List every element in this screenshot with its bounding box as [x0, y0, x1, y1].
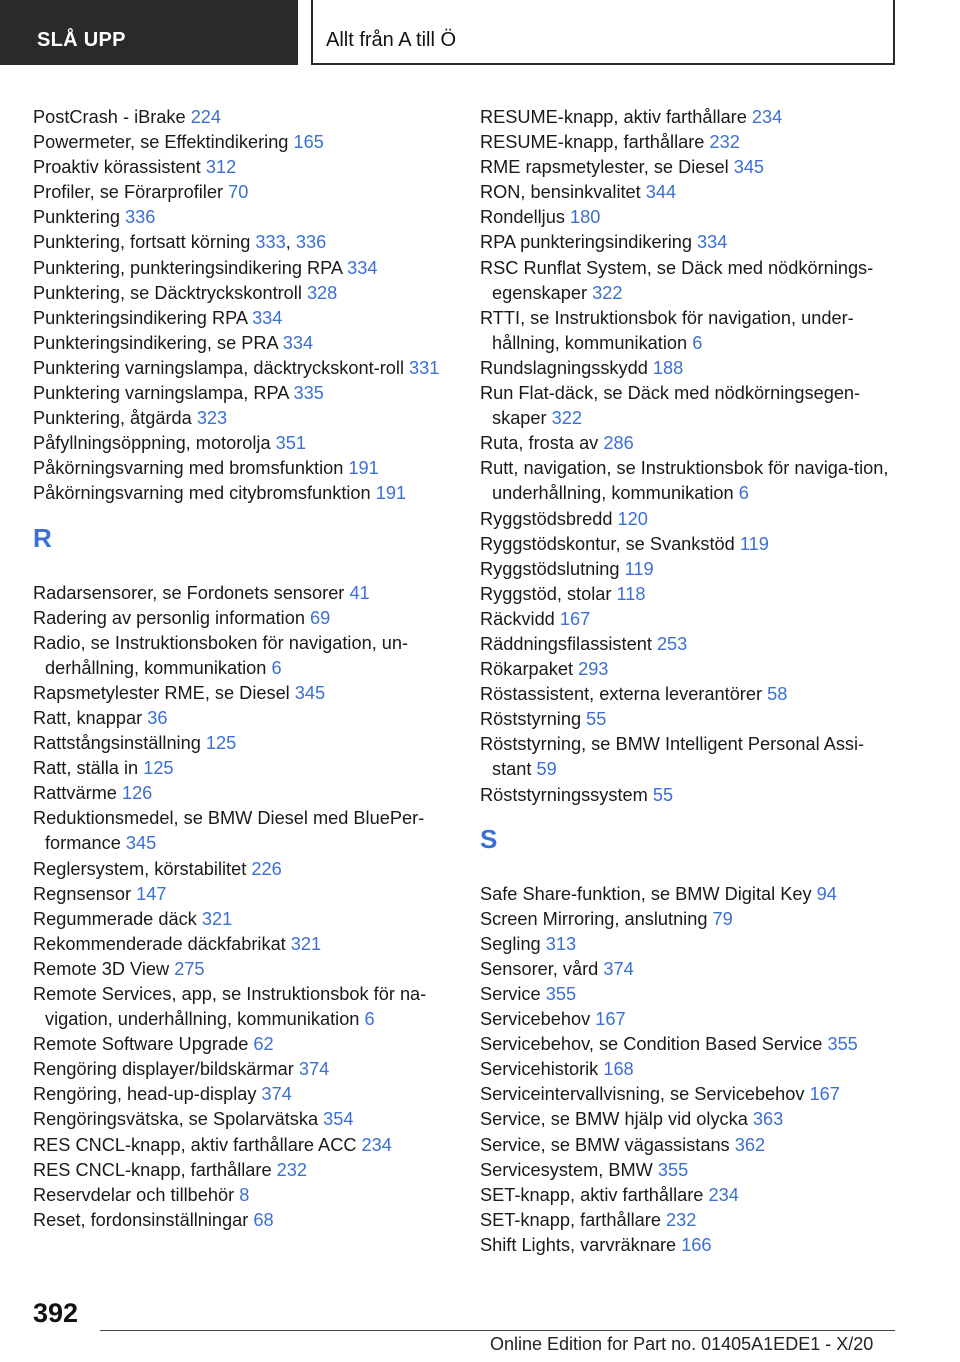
index-entry [480, 1107, 900, 1132]
index-term: Remote 3D View [33, 958, 170, 979]
page-ref-link[interactable]: 58 [767, 684, 788, 705]
index-term: Ryggstödsbredd [480, 508, 613, 529]
index-entry [480, 256, 900, 306]
index-entry [480, 456, 900, 506]
index-entry [33, 105, 453, 130]
index-term: Service, se BMW vägassistans [480, 1134, 730, 1155]
index-term: Servicebehov, se Condition Based Service [480, 1034, 823, 1055]
index-entry [480, 682, 900, 707]
index-term: Ratt, knappar [33, 707, 143, 728]
index-entry [33, 155, 453, 180]
index-term: Service [480, 984, 541, 1004]
index-entry [480, 230, 900, 255]
page-ref-link[interactable]: 374 [298, 1059, 330, 1080]
page-ref-link[interactable]: 321 [290, 933, 322, 954]
index-term: Punktering varningslampa, RPA [33, 383, 289, 404]
index-entry [480, 707, 900, 732]
page-ref-link[interactable]: 334 [252, 307, 283, 328]
index-term: Reset, fordonsinställningar [33, 1209, 249, 1230]
index-entry [480, 957, 900, 982]
index-entry [33, 1032, 453, 1057]
index-entry [33, 581, 453, 606]
page-ref-link[interactable]: 344 [645, 182, 677, 203]
index-term: Reservdelar och tillbehör [33, 1184, 235, 1205]
page-ref-link[interactable]: 191 [348, 458, 379, 479]
page-ref-link[interactable]: 333 [255, 232, 286, 253]
index-entry [33, 356, 453, 381]
index-entry [480, 507, 900, 532]
index-entry [33, 731, 453, 756]
page-ref-link[interactable]: 354 [323, 1109, 354, 1130]
page-ref-link[interactable]: 351 [275, 433, 307, 454]
index-entry [480, 381, 900, 431]
index-entry [33, 406, 453, 431]
page-ref-link[interactable]: 188 [652, 357, 684, 378]
index-term: SET-knapp, aktiv farthållare [480, 1184, 704, 1205]
index-term: PostCrash - iBrake [33, 107, 186, 127]
index-term: Rattvärme [33, 783, 117, 804]
index-term: Segling [480, 933, 541, 954]
index-entry [480, 1233, 900, 1258]
index-entry [480, 1032, 900, 1057]
index-entry [480, 607, 900, 632]
page-ref-link[interactable]: 322 [551, 408, 583, 429]
index-term: SET-knapp, farthållare [480, 1209, 661, 1230]
index-term: Rengöring displayer/bildskärmar [33, 1059, 294, 1080]
page-ref-link[interactable]: 6 [364, 1009, 375, 1030]
index-term: Punktering, punkteringsindikering RPA [33, 257, 343, 278]
index-entry [480, 205, 900, 230]
page-ref-link[interactable]: 232 [666, 1209, 697, 1230]
index-term: RPA punkteringsindikering [480, 232, 692, 253]
index-entry [480, 632, 900, 657]
page-ref-link[interactable]: 166 [681, 1234, 712, 1255]
index-entry [480, 783, 900, 808]
index-entry [480, 657, 900, 682]
index-term: Remote Services, app, se Instruktionsbok för na-vigation, underhållning, kommunikation [33, 984, 427, 1030]
index-term: Radarsensorer, se Fordonets sensorer [33, 582, 345, 603]
page-title: Allt från A till Ö [311, 0, 895, 65]
index-term: RME rapsmetylester, se Diesel [480, 157, 729, 178]
page-ref-link[interactable]: 234 [361, 1134, 392, 1155]
index-entry [480, 1158, 900, 1183]
index-term: Ruta, frosta av [480, 433, 599, 454]
index-entry [33, 1057, 453, 1082]
page-ref-link[interactable]: 334 [347, 257, 378, 278]
index-entry [33, 431, 453, 456]
section-letter: S [480, 823, 498, 854]
index-column-left [33, 105, 453, 1233]
page-ref-link[interactable]: 232 [709, 132, 740, 153]
index-entry [480, 907, 900, 932]
index-entry [480, 1183, 900, 1208]
index-term: Ryggstödslutning [480, 558, 620, 579]
index-entry [33, 456, 453, 481]
index-term: RON, bensinkvalitet [480, 182, 641, 203]
page-ref-link[interactable]: 286 [603, 433, 634, 454]
page-ref-link[interactable]: 335 [293, 383, 324, 404]
index-term: Punktering, se Däcktryckskontroll [33, 282, 302, 303]
index-term: Röststyrning [480, 709, 582, 730]
index-term: Regummerade däck [33, 908, 197, 929]
section-letter: R [33, 522, 52, 553]
page-ref-link[interactable]: 234 [751, 107, 783, 127]
page-ref-link[interactable]: 41 [349, 582, 370, 603]
page-ref-link[interactable]: 119 [739, 533, 769, 554]
index-term: Run Flat-däck, se Däck med nödkörningsegen-skaper [480, 383, 861, 429]
index-entry [480, 180, 900, 205]
index-term: Shift Lights, varvräknare [480, 1234, 677, 1255]
index-term: Rutt, navigation, se Instruktionsbok för naviga-tion, underhållning, kommunikation [480, 458, 889, 504]
index-entry [33, 606, 453, 631]
index-entry [33, 957, 453, 982]
page-ref-link[interactable]: 321 [201, 908, 233, 929]
page-ref-link[interactable]: 355 [657, 1159, 689, 1180]
index-entry [33, 205, 453, 230]
index-entry [33, 1183, 453, 1208]
page-ref-link[interactable]: 313 [545, 933, 577, 954]
index-term: RESUME-knapp, aktiv farthållare [480, 107, 747, 127]
index-term: Profiler, se Förarprofiler [33, 182, 224, 203]
index-entry [33, 706, 453, 731]
page-ref-link[interactable]: 224 [190, 107, 222, 127]
index-entry [480, 306, 900, 356]
index-entry [33, 180, 453, 205]
page-ref-link[interactable]: 323 [196, 408, 228, 429]
page-ref-link[interactable]: 118 [616, 583, 646, 604]
page-ref-link[interactable]: 126 [121, 783, 153, 804]
index-term: Regnsensor [33, 883, 132, 904]
page-ref-link[interactable]: 234 [708, 1184, 739, 1205]
index-term: Ryggstöd, stolar [480, 583, 612, 604]
index-entry [480, 732, 900, 782]
index-entry [480, 1133, 900, 1158]
page-ref-link[interactable]: 345 [125, 833, 157, 854]
index-term: Påfyllningsöppning, motorolja [33, 433, 271, 454]
index-term: Rekommenderade däckfabrikat [33, 933, 286, 954]
page-ref-link[interactable]: 69 [310, 607, 331, 628]
page-ref-link[interactable]: 168 [603, 1059, 634, 1080]
page-ref-link[interactable]: 120 [617, 508, 648, 529]
page-ref-link[interactable]: 374 [603, 958, 634, 979]
index-term: Service, se BMW hjälp vid olycka [480, 1109, 748, 1130]
index-entry [480, 431, 900, 456]
index-term: Servicesystem, BMW [480, 1159, 653, 1180]
index-entry [480, 155, 900, 180]
index-entry [33, 681, 453, 706]
index-entry [480, 1057, 900, 1082]
index-entry [480, 1007, 900, 1032]
page-ref-link[interactable]: 191 [375, 483, 407, 504]
page-ref-link[interactable]: 226 [251, 858, 282, 879]
index-term: Ryggstödskontur, se Svankstöd [480, 533, 735, 554]
index-entry [33, 806, 453, 856]
index-term: RTTI, se Instruktionsbok för navigation, under-hållning, kommunikation [480, 307, 854, 353]
index-term: Påkörningsvarning med citybromsfunktion [33, 483, 371, 504]
index-term: Ratt, ställa in [33, 758, 139, 779]
page-ref-link[interactable]: 36 [147, 707, 168, 728]
page-ref-link[interactable]: 62 [253, 1034, 274, 1055]
page-ref-link[interactable]: 59 [536, 759, 557, 780]
index-entry [480, 356, 900, 381]
page-ref-link[interactable]: 331 [409, 357, 440, 378]
page-ref-link[interactable]: 94 [816, 883, 837, 904]
index-term: Radering av personlig information [33, 607, 305, 628]
page-ref-link[interactable]: 363 [752, 1109, 784, 1130]
index-term: Reglersystem, körstabilitet [33, 858, 247, 879]
page-ref-link[interactable]: 322 [592, 282, 623, 303]
index-term: Radio, se Instruktionsboken för navigation, un-derhållning, kommunikation [33, 632, 409, 678]
index-entry [33, 631, 453, 681]
index-entry [480, 582, 900, 607]
page-ref-link[interactable]: 125 [143, 758, 174, 779]
page-ref-link[interactable]: 275 [174, 958, 205, 979]
index-entry [33, 130, 453, 155]
index-term: Röststyrning, se BMW Intelligent Personal Assi-stant [480, 734, 865, 780]
index-term: Rattstångsinställning [33, 733, 201, 754]
index-term: Rondelljus [480, 207, 565, 228]
index-entry [480, 130, 900, 155]
index-entry [480, 982, 900, 1007]
index-term: Punkteringsindikering RPA [33, 307, 247, 328]
page-ref-link[interactable]: 312 [205, 157, 237, 178]
page-ref-link[interactable]: 355 [545, 984, 577, 1004]
page-ref-link[interactable]: 374 [261, 1084, 292, 1105]
index-entry: Punktering, fortsatt körning 333, 336 [33, 232, 327, 253]
page-number: 392 [33, 1298, 79, 1328]
index-term: Rengöringsvätska, se Spolarvätska [33, 1109, 319, 1130]
index-entry [33, 907, 453, 932]
index-entry [480, 932, 900, 957]
page-ref-link[interactable]: 253 [656, 633, 688, 654]
page-ref-link[interactable]: 167 [559, 608, 591, 629]
page-ref-link[interactable]: 355 [827, 1034, 858, 1055]
index-entry [33, 1107, 453, 1132]
index-entry [33, 481, 453, 506]
index-term: Punktering [33, 207, 120, 228]
page-ref-link[interactable]: 180 [570, 207, 601, 228]
index-entry [480, 1082, 900, 1107]
index-term: Remote Software Upgrade [33, 1034, 249, 1055]
index-term: Röstassistent, externa leverantörer [480, 684, 763, 705]
page-ref-link[interactable]: 125 [205, 733, 237, 754]
index-entry [33, 381, 453, 406]
index-term: Servicehistorik [480, 1059, 599, 1080]
index-term: Screen Mirroring, anslutning [480, 908, 708, 929]
index-term: RSC Runflat System, se Däck med nödkörnings-egenskaper [480, 257, 874, 303]
index-entry [33, 756, 453, 781]
index-term: Punktering, åtgärda [33, 408, 192, 429]
section-tab: SLÅ UPP [0, 0, 298, 65]
page-ref-link[interactable]: 345 [294, 682, 326, 703]
index-entry [33, 1082, 453, 1107]
page-ref-link[interactable]: 6 [271, 657, 282, 678]
index-term: Powermeter, se Effektindikering [33, 132, 289, 153]
index-term: Proaktiv körassistent [33, 157, 201, 178]
index-term: Safe Share-funktion, se BMW Digital Key [480, 883, 812, 904]
index-term: Punkteringsindikering, se PRA [33, 332, 278, 353]
index-term: Räckvidd [480, 608, 555, 629]
page-ref-link[interactable]: 8 [239, 1184, 250, 1205]
page-ref-link[interactable]: 336 [295, 232, 327, 253]
index-entry [480, 882, 900, 907]
page-ref-link[interactable]: 362 [734, 1134, 766, 1155]
page-ref-link[interactable]: 119 [624, 558, 654, 579]
page-ref-link[interactable]: 6 [692, 332, 703, 353]
index-entry [33, 256, 453, 281]
page-ref-link[interactable]: 293 [578, 659, 609, 680]
index-entry [33, 1208, 453, 1233]
page-ref-link[interactable]: 6 [738, 483, 749, 504]
index-term: Servicebehov [480, 1009, 591, 1030]
index-term: Röststyrningssystem [480, 784, 648, 805]
index-entry [33, 982, 453, 1032]
page-ref-link[interactable]: 70 [228, 182, 249, 203]
index-term: Serviceintervallvisning, se Servicebehov [480, 1084, 805, 1105]
page-ref-link[interactable]: 55 [652, 784, 674, 805]
page-ref-link[interactable]: 345 [733, 157, 765, 178]
index-entry [33, 306, 453, 331]
index-entry [33, 1158, 453, 1183]
index-entry [480, 105, 900, 130]
page-ref-link[interactable]: 165 [293, 132, 324, 153]
index-term: Sensorer, vård [480, 958, 599, 979]
index-term: Rapsmetylester RME, se Diesel [33, 682, 290, 703]
edition-footer: Online Edition for Part no. 01405A1EDE1 - X/20 [490, 1334, 874, 1354]
index-entry [480, 1208, 900, 1233]
page-ref-link[interactable]: 167 [595, 1009, 626, 1030]
index-term: Rengöring, head-up-display [33, 1084, 257, 1105]
index-entry [33, 882, 453, 907]
page-ref-link[interactable]: 68 [253, 1209, 274, 1230]
index-term: Rökarpaket [480, 659, 574, 680]
index-term: Reduktionsmedel, se BMW Diesel med BluePer-formance [33, 808, 425, 854]
index-entry [33, 857, 453, 882]
index-term: RES CNCL-knapp, farthållare [33, 1159, 272, 1180]
page-ref-link[interactable]: 334 [282, 332, 314, 353]
index-term: Punktering, fortsatt körning [33, 232, 251, 253]
index-term: RES CNCL-knapp, aktiv farthållare ACC [33, 1134, 357, 1155]
index-entry [33, 281, 453, 306]
page-ref-link[interactable]: 336 [125, 207, 156, 228]
index-term: Rundslagningsskydd [480, 357, 648, 378]
page-ref-link[interactable]: 79 [712, 908, 733, 929]
index-column-right [480, 105, 900, 1258]
index-entry [33, 781, 453, 806]
index-term: Påkörningsvarning med bromsfunktion [33, 458, 344, 479]
footer-divider [100, 1330, 895, 1331]
index-term: Räddningsfilassistent [480, 633, 652, 654]
page-ref-link[interactable]: 167 [809, 1084, 840, 1105]
page-ref-link[interactable]: 232 [276, 1159, 307, 1180]
index-term: Punktering varningslampa, däcktryckskont-roll [33, 357, 404, 378]
page-ref-link[interactable]: 147 [136, 883, 167, 904]
page-ref-link[interactable]: 55 [586, 709, 607, 730]
index-entry [33, 1133, 453, 1158]
page-ref-link[interactable]: 328 [306, 282, 338, 303]
page-ref-link[interactable]: 334 [697, 232, 728, 253]
index-entry [480, 532, 900, 557]
index-entry [480, 557, 900, 582]
index-entry [33, 331, 453, 356]
index-term: RESUME-knapp, farthållare [480, 132, 705, 153]
index-entry [33, 932, 453, 957]
